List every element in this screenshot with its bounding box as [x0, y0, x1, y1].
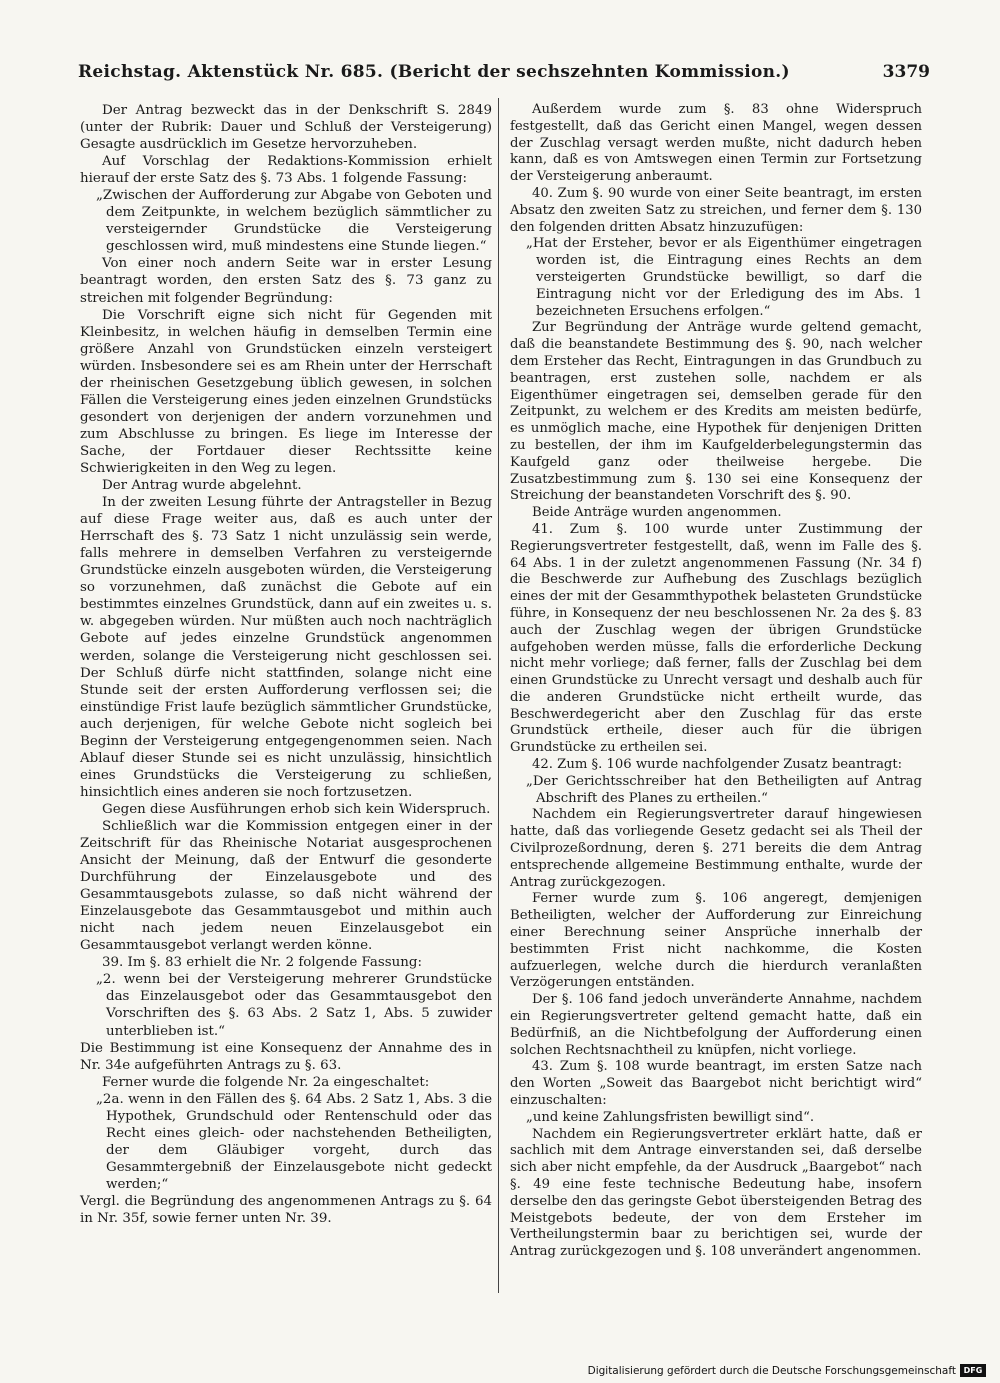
paragraph: Gegen diese Ausführungen erhob sich kein Widerspruch. — [102, 801, 491, 817]
quoted-provision: „Der Gerichtsschreiber hat den Betheiligten auf Antrag Abschrift des Planes zu ertheilen.“ — [526, 773, 922, 806]
page-number: 3379 — [882, 62, 930, 82]
quoted-provision: „Zwischen der Aufforderung zur Abgabe von Geboten und dem Zeitpunkte, in welchem bezüglich sämmtlicher zu versteigernder Grundstücke die Versteigerung geschlossen wird, muß mindestens eine Stunde liegen.“ — [96, 188, 492, 255]
paragraph: Ferner wurde die folgende Nr. 2a eingeschaltet: — [102, 1074, 430, 1090]
paragraph: Die Bestimmung ist eine Konsequenz der Annahme des in Nr. 34e aufgeführten Antrags zu §. 63. — [80, 1040, 492, 1073]
dfg-logo-icon: DFG — [960, 1364, 986, 1377]
footer-credit — [588, 1364, 986, 1377]
paragraph: 39. Im §. 83 erhielt die Nr. 2 folgende Fassung: — [102, 955, 422, 971]
paragraph: 43. Zum §. 108 wurde beantragt, im ersten Satze nach den Worten „Soweit das Baargebot nicht berichtigt wird“ einzuschalten: — [510, 1059, 922, 1109]
footer-text: Digitalisierung gefördert durch die Deutsche Forschungsgemeinschaft — [587, 1364, 956, 1377]
paragraph: Vergl. die Begründung des angenommenen Antrags zu §. 64 in Nr. 35f, sowie ferner unten Nr. 39. — [80, 1194, 492, 1227]
right-column — [510, 102, 922, 1261]
quoted-provision: „2a. wenn in den Fällen des §. 64 Abs. 2 Satz 1, Abs. 3 die Hypothek, Grundschuld oder Rentenschuld oder das Recht eines gleich- oder nachstehenden Betheiligten, der dem Gläubiger vorgeht, durch das Gesammtergebniß der Einzelausgebote nicht gedeckt werden;“ — [96, 1091, 492, 1192]
paragraph: Der Antrag wurde abgelehnt. — [102, 478, 302, 494]
paragraph: Nachdem ein Regierungsvertreter darauf hingewiesen hatte, daß das vorliegende Gesetz gedacht sei als Theil der Civilprozeßordnung, deren §. 271 bereits die dem Antrag entsprechende allgemeine Bestimmung enthalte, wurde der Antrag zurückgezogen. — [510, 807, 922, 890]
paragraph: Nachdem ein Regierungsvertreter erklärt hatte, daß er sachlich mit dem Antrage einverstanden sei, daß derselbe sich aber nicht empfehle, da der Ausdruck „Baargebot“ nach §. 49 eine feste technische Bedeutung habe, insofern derselbe den das geringste Gebot übersteigenden Betrag des Meistgebots bedeute, der von dem Ersteher im Vertheilungstermin baar zu berichtigen sei, wurde der Antrag zurückgezogen und §. 108 unverändert angenommen. — [510, 1126, 922, 1260]
quoted-provision: „Hat der Ersteher, bevor er als Eigenthümer eingetragen worden ist, die Eintragung eines Rechts an dem versteigerten Grundstücke bewilligt, so darf die Eintragung nicht vor der Erledigung des im Abs. 1 bezeichneten Ersuchens erfolgen.“ — [526, 236, 922, 319]
quoted-provision: „2. wenn bei der Versteigerung mehrerer Grundstücke das Einzelausgebot oder das Gesammtausgebot den Vorschriften des §. 63 Abs. 2 Satz 1, Abs. 5 zuwider unterblieben ist.“ — [96, 972, 492, 1039]
paragraph: Die Vorschrift eigne sich nicht für Gegenden mit Kleinbesitz, in welchen häufig in demselben Termin eine größere Anzahl von Grundstücken einzeln versteigert würden. Insbesondere sei es am Rhein unter der Herrschaft der rheinischen Gesetzgebung üblich gewesen, in solchen Fällen die Versteigerung eines jeden einzelnen Grundstücks gesondert von derjenigen der andern vorzunehmen und zum Abschlusse zu bringen. Es liege im Interesse der Sache, der Fortdauer dieser Rechtssitte keine Schwierigkeiten in den Weg zu legen. — [80, 307, 492, 476]
paragraph: 42. Zum §. 106 wurde nachfolgender Zusatz beantragt: — [532, 757, 903, 773]
running-header — [78, 62, 930, 86]
paragraph: Schließlich war die Kommission entgegen einer in der Zeitschrift für das Rheinische Notariat ausgesprochenen Ansicht der Meinung, daß der Entwurf die gesonderte Durchführung der Einzelausgebote und des Gesammtausgebots zulasse, so daß nicht während der Einzelausgebote das Gesammtausgebot und mithin auch nicht nach jedem neuen Einzelausgebot ein Gesammtausgebot verlangt werden könne. — [80, 818, 492, 954]
paragraph: Beide Anträge wurden angenommen. — [532, 505, 782, 521]
paragraph: Zur Begründung der Anträge wurde geltend gemacht, daß die beanstandete Bestimmung des §. 90, nach welcher dem Ersteher das Recht, Eintragungen in das Grundbuch zu beantragen, erst zustehen solle, nachdem er als Eigenthümer eingetragen sei, demselben gerade für den Zeitpunkt, zu welchem er des Kredits am meisten bedürfe, es unmöglich mache, eine Hypothek für denjenigen Dritten zu bestellen, der ihm im Kaufgelderbelegungstermin das Kaufgeld ganz oder theilweise hergebe. Die Zusatzbestimmung zum §. 130 sei eine Konsequenz der Streichung der beanstandeten Vorschrift des §. 90. — [510, 320, 922, 504]
paragraph: 41. Zum §. 100 wurde unter Zustimmung der Regierungsvertreter festgestellt, daß, wenn im Falle des §. 64 Abs. 1 in der zuletzt angenommenen Fassung (Nr. 34 f) die Beschwerde zur Aufhebung des Zuschlags bezüglich eines der mit der Gesammthypothek belasteten Grundstücke führe, in Konsequenz der neu beschlossenen Nr. 2a des §. 83 auch der Zuschlag wegen der übrigen Grundstücke aufgehoben werden müsse, falls die erforderliche Deckung nicht mehr vorliege; daß ferner, falls der Zuschlag bei dem einen Grundstücke zu Unrecht versagt und deshalb auch für die anderen Grundstücke nicht ertheilt wurde, das Beschwerdegericht aber den Zuschlag für das erste Grundstück ertheile, dieser auch für die übrigen Grundstücke zu ertheilen sei. — [510, 521, 922, 756]
header-title: Reichstag. Aktenstück Nr. 685. (Bericht der sechszehnten Kommission.) — [78, 62, 790, 82]
left-column — [80, 102, 492, 1227]
paragraph: Ferner wurde zum §. 106 angeregt, demjenigen Betheiligten, welcher der Aufforderung zur Einreichung einer Berechnung seiner Ansprüche innerhalb der bestimmten Frist nicht nachkomme, die Kosten aufzuerlegen, welche durch die hierdurch veranlaßten Verzögerungen entständen. — [510, 891, 922, 991]
paragraph: Auf Vorschlag der Redaktions-Kommission erhielt hierauf der erste Satz des §. 73 Abs. 1 folgende Fassung: — [80, 154, 492, 187]
quoted-provision: „und keine Zahlungsfristen bewilligt sind“. — [526, 1109, 815, 1125]
paragraph: Der §. 106 fand jedoch unveränderte Annahme, nachdem ein Regierungsvertreter geltend gemacht hatte, daß ein Bedürfniß, an die Nichtbefolgung der Aufforderung einen solchen Rechtsnachtheil zu knüpfen, nicht vorliege. — [510, 992, 922, 1058]
paragraph: Außerdem wurde zum §. 83 ohne Widerspruch festgestellt, daß das Gericht einen Mangel, wegen dessen der Zuschlag versagt werden mußte, nicht dadurch heben kann, daß es von Amtswegen einen Termin zur Fortsetzung der Versteigerung anberaumt. — [510, 102, 922, 185]
paragraph: Von einer noch andern Seite war in erster Lesung beantragt worden, den ersten Satz des §. 73 ganz zu streichen mit folgender Begründung: — [80, 256, 492, 306]
paragraph: Der Antrag bezweckt das in der Denkschrift S. 2849 (unter der Rubrik: Dauer und Schluß der Versteigerung) Gesagte ausdrücklich im Gesetze hervorzuheben. — [80, 103, 492, 153]
paragraph: 40. Zum §. 90 wurde von einer Seite beantragt, im ersten Absatz den zweiten Satz zu streichen, und ferner dem §. 130 den folgenden dritten Absatz hinzuzufügen: — [510, 185, 922, 235]
paragraph: In der zweiten Lesung führte der Antragsteller in Bezug auf diese Frage weiter aus, daß es auch unter der Herrschaft des §. 73 Satz 1 nicht unzulässig sein werde, falls mehrere in demselben Verfahren zu versteigernde Grundstücke einzeln ausgeboten würden, die Versteigerung so vorzunehmen, daß zunächst die Gebote auf ein bestimmtes einzelnes Grundstück, dann auf ein zweites u. s. w. abgegeben würden. Nur müßten auch noch nachträglich Gebote auf jedes einzelne Grundstück angenommen werden, solange die Versteigerung nicht geschlossen sei. Der Schluß dürfe nicht stattfinden, solange nicht eine Stunde seit der ersten Aufforderung verflossen sei; die einstündige Frist laufe bezüglich sämmtlicher Grundstücke, auch derjenigen, für welche Gebote nicht sogleich bei Beginn der Versteigerung entgegengenommen seien. Nach Ablauf dieser Stunde sei es nicht unzulässig, hinsichtlich eines Grundstücks die Versteigerung zu schließen, hinsichtlich eines anderen sie noch fortzusetzen. — [80, 495, 492, 800]
column-divider — [498, 98, 499, 1293]
